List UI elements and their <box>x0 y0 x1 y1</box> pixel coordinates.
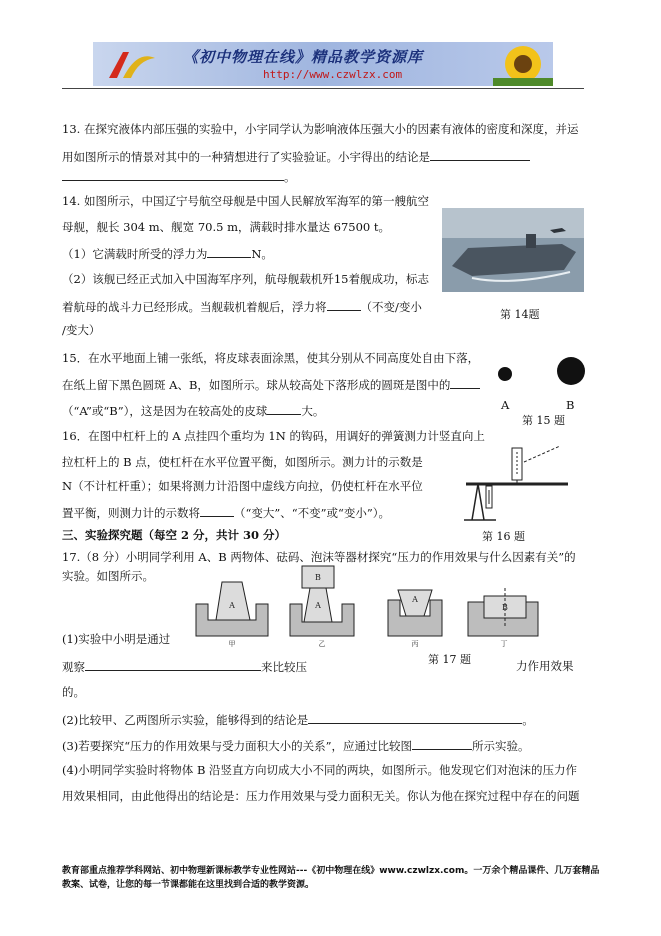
block-a-label-2: A <box>315 601 321 610</box>
q14-blank-buoyancy[interactable] <box>207 245 251 258</box>
q17-p2-text: (2)比较甲、乙两图所示实验，能够得到的结论是 <box>62 713 309 727</box>
q13-line3 <box>62 168 296 185</box>
spot-label-a: A <box>501 398 510 412</box>
block-a-label-3: A <box>412 595 418 604</box>
fig-label-jia: 甲 <box>228 640 236 648</box>
q17-p4-line2: 用效果相同，由此他得出的结论是：压力作用效果与受力面积无关。你认为他在探究过程中存在的问题 <box>62 789 580 803</box>
q14-line2: 母舰，舰长 304 m、舰宽 70.5 m，满载时排水量达 67500 t。 <box>62 220 391 234</box>
q14-l3-unit: N。 <box>251 247 273 261</box>
site-logo-icon <box>103 48 163 82</box>
q13-text: 用如图所示的情景对其中的一种猜想进行了实验验证。小宇得出的结论是 <box>62 150 430 164</box>
q16-line1: 16．在图中杠杆上的 A 点挂四个重均为 1N 的钩码，用调好的弹簧测力计竖直向上 <box>62 429 485 443</box>
q17-blank-conclusion[interactable] <box>308 711 522 724</box>
q16-blank-reading[interactable] <box>200 504 234 517</box>
spot-label-b: B <box>566 398 575 412</box>
fig-label-ding: 丁 <box>500 640 508 648</box>
header-rule <box>62 88 584 89</box>
block-a-label: A <box>229 601 235 610</box>
q17-p2-end: 。 <box>522 713 534 727</box>
q15-l3-text: （“A”或“B”），这是因为在较高处的皮球 <box>62 404 268 418</box>
q17-p3 <box>62 737 530 754</box>
q16-l4-text: 置平衡，则测力计的示数将 <box>62 506 200 520</box>
q17-line2: 实验。如图所示。 <box>62 569 154 583</box>
banner-title: 《初中物理在线》精品教学资源库 <box>183 48 424 66</box>
q14-blank-change[interactable] <box>327 298 361 311</box>
page-footer: 教育部重点推荐学科网站、初中物理新课标教学专业性网站---《初中物理在线》www.czwlzx.com。一万余个精品课件、几万套精品教案、试卷，让您的每一节课都能在这里找到合适的教学资源。 <box>62 866 600 890</box>
q17-p1-line1: (1)实验中小明是通过 <box>62 632 171 646</box>
aircraft-carrier-photo <box>442 208 584 292</box>
q14-caption: 第 14题 <box>500 308 540 321</box>
q15-blank-spot[interactable] <box>450 376 480 389</box>
q14-line6: /变大） <box>62 323 101 337</box>
q13-line1: 13. 在探究液体内部压强的实验中，小宇同学认为影响液体压强大小的因素有液体的密度和深度，并运 <box>62 122 579 136</box>
block-b-label-2: B <box>502 603 508 612</box>
fig-label-bing: 丙 <box>411 640 419 648</box>
q17-p3-text: (3)若要探究“压力的作用效果与受力面积大小的关系”，应通过比较图 <box>62 739 413 753</box>
q15-line2 <box>62 376 480 393</box>
header-banner <box>93 42 553 86</box>
q14-l5-text: 着航母的战斗力已经形成。当舰载机着舰后，浮力将 <box>62 300 327 314</box>
q14-l5-options: （不变/变小 <box>360 300 422 314</box>
q13-blank-a[interactable] <box>430 148 530 161</box>
q15-line1: 15．在水平地面上铺一张纸，将皮球表面涂黑，使其分别从不同高度处自由下落， <box>62 351 480 365</box>
q16-line2: 拉杠杆上的 B 点，使杠杆在水平位置平衡，如图所示。测力计的示数是 <box>62 455 423 469</box>
spot-b <box>557 357 585 385</box>
q14-line1: 14. 如图所示，中国辽宁号航空母舰是中国人民解放军海军的第一艘航空 <box>62 194 429 208</box>
pressure-experiment-figure <box>192 562 542 648</box>
q14-line3 <box>62 245 273 262</box>
section3-title: 三、实验探究题（每空 2 分，共计 30 分） <box>62 528 287 542</box>
q17-p1-effect: 力作用效果 <box>516 659 574 673</box>
lever-figure <box>456 440 576 524</box>
q17-p1-compare: 来比较压 <box>261 660 307 674</box>
q17-p3-end: 所示实验。 <box>472 739 530 753</box>
q17-blank-observe[interactable] <box>85 658 261 671</box>
ball-spots-figure <box>490 354 590 390</box>
q17-p1-line2 <box>62 658 307 675</box>
block-b-label: B <box>315 573 321 582</box>
q17-p1-observe: 观察 <box>62 660 85 674</box>
q17-p1-line3: 的。 <box>62 685 85 699</box>
q13-line2 <box>62 148 530 165</box>
q15-line3 <box>62 402 324 419</box>
q17-p2 <box>62 711 534 728</box>
q15-caption: 第 15 题 <box>522 414 565 427</box>
spot-a <box>498 367 512 381</box>
q17-p4-line1: (4)小明同学实验时将物体 B 沿竖直方向切成大小不同的两块，如图所示。他发现它们对泡沫的压力作 <box>62 763 578 777</box>
q17-caption: 第 17 题 <box>428 653 471 666</box>
q14-line4: （2）该舰已经正式加入中国海军序列，航母舰载机歼15着舰成功，标志 <box>62 272 429 286</box>
q13-blank-b[interactable] <box>62 168 284 181</box>
sunflower-icon <box>493 42 553 86</box>
q15-l3-end: 大。 <box>301 404 325 418</box>
q17-blank-figures[interactable] <box>412 737 472 750</box>
fig-label-yi: 乙 <box>318 640 326 648</box>
q14-l3-text: （1）它满载时所受的浮力为 <box>62 247 208 261</box>
q13-end: 。 <box>284 170 296 184</box>
q15-blank-reason[interactable] <box>267 402 301 415</box>
q16-caption: 第 16 题 <box>482 530 525 543</box>
q14-line5 <box>62 298 422 315</box>
q17-line1: 17.（8 分）小明同学利用 A、B 两物体、砝码、泡沫等器材探究“压力的作用效果与什么因素有关”的 <box>62 550 576 564</box>
q16-line4 <box>62 504 390 521</box>
q15-l2-text: 在纸上留下黑色圆斑 A、B，如图所示。球从较高处下落形成的圆斑是图中的 <box>62 378 451 392</box>
q16-l4-options: （“变大”、“不变”或“变小”）。 <box>234 506 391 520</box>
banner-url[interactable]: http://www.czwlzx.com <box>263 68 403 81</box>
q16-line3: N（不计杠杆重）；如果将测力计沿图中虚线方向拉，仍使杠杆在水平位 <box>62 479 423 493</box>
